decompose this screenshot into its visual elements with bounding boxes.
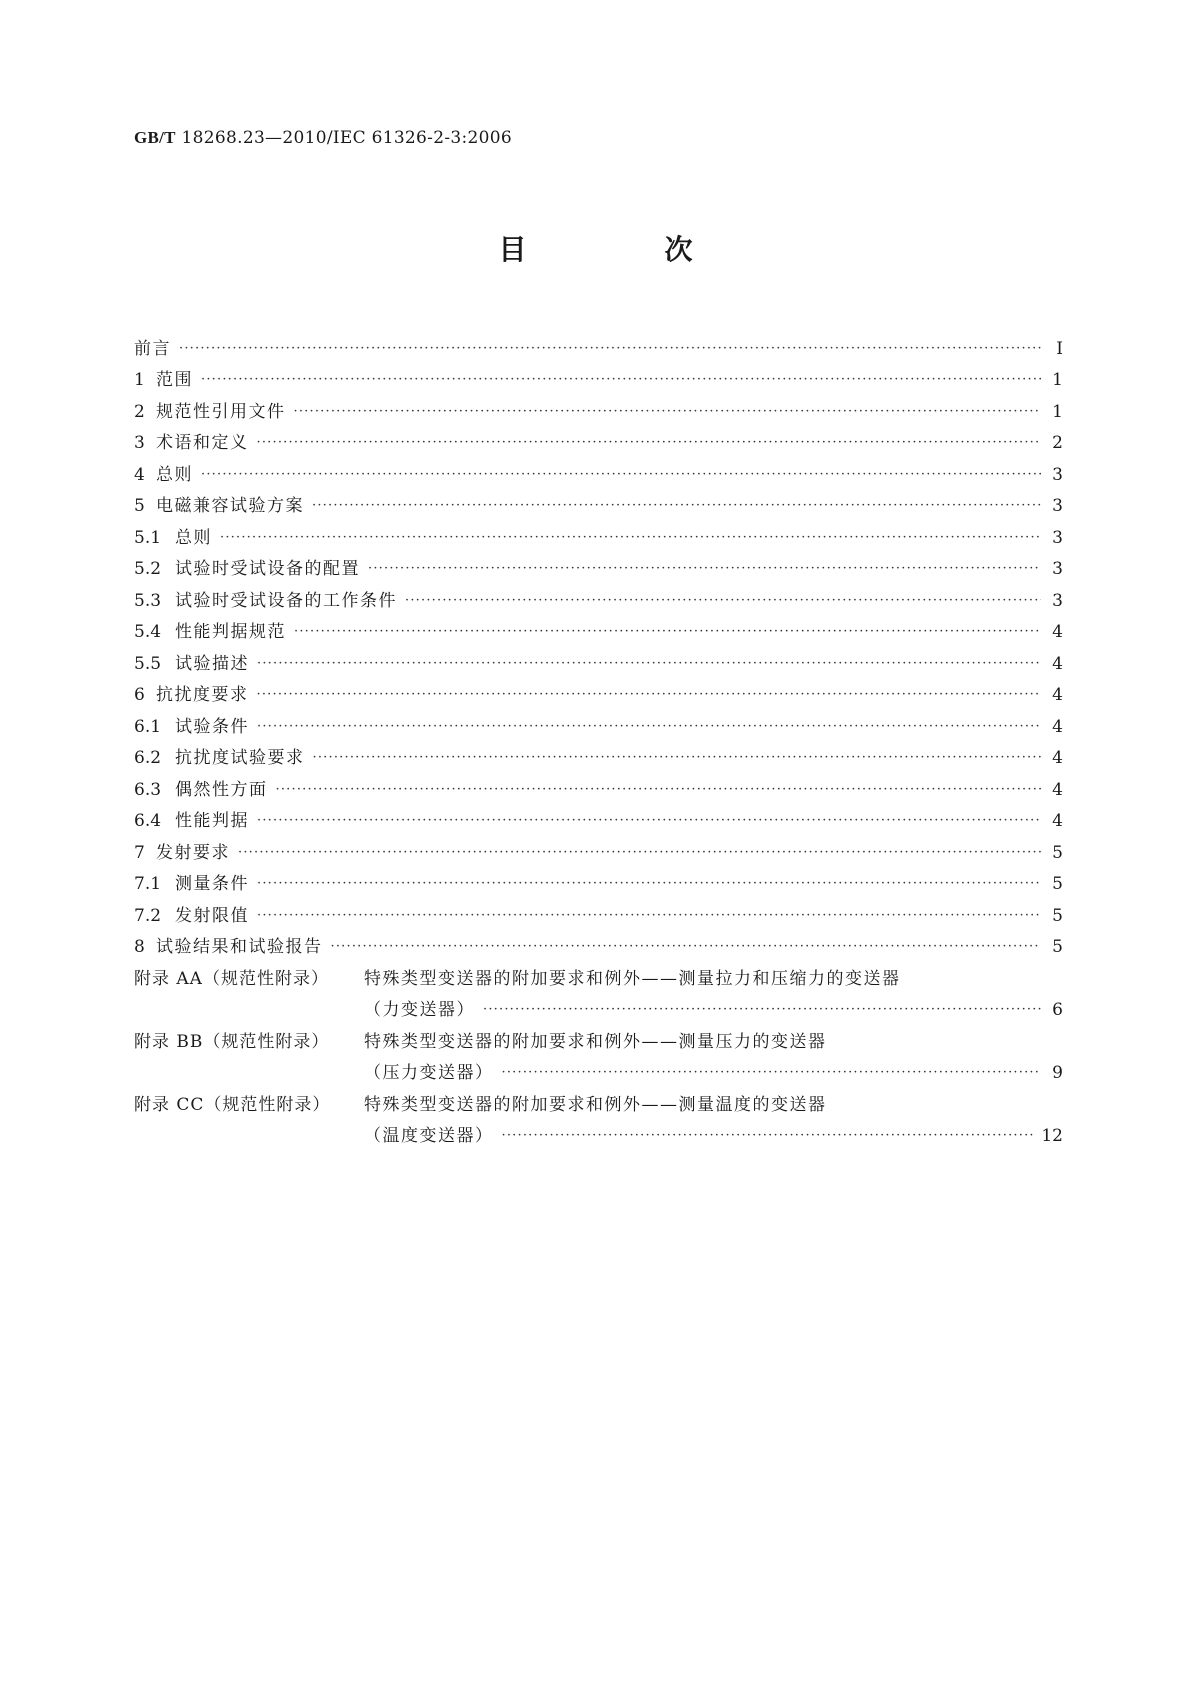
toc-entry[interactable] (134, 360, 1063, 392)
annex-entry[interactable] (134, 958, 1063, 990)
toc-entry-page: 3 (1052, 559, 1063, 579)
toc-entry[interactable] (134, 675, 1063, 707)
toc-entry-page: 5 (1052, 842, 1063, 863)
toc-entry-number: 5.4 (134, 622, 162, 642)
toc-entry-number: 6.3 (134, 779, 162, 800)
annex-subtitle-row[interactable] (134, 1116, 1063, 1148)
toc-entry[interactable] (134, 328, 1063, 360)
dot-leader (331, 936, 1042, 958)
standard-code: GB/T (134, 128, 176, 147)
toc-entry-label: 试验描述 (175, 653, 249, 674)
dot-leader (201, 369, 1041, 391)
dot-leader (257, 810, 1041, 832)
toc-entry-number: 3 (134, 433, 145, 453)
toc-entry[interactable] (134, 864, 1063, 896)
toc-entry[interactable] (134, 738, 1063, 770)
toc-entry-page: 5 (1052, 937, 1063, 957)
standard-id: 18268.23—2010/IEC 61326-2-3:2006 (181, 128, 512, 148)
toc-entry-number: 7.2 (134, 905, 162, 926)
toc-entry-page: 1 (1052, 401, 1063, 422)
dot-leader (257, 653, 1041, 675)
toc-entry[interactable] (134, 895, 1063, 927)
toc-entry-label: 前言 (134, 338, 171, 359)
annex-label: 附录 BB（规范性附录） (134, 1031, 330, 1052)
dot-leader (220, 527, 1041, 549)
annex-subtitle: （力变送器） (364, 1000, 475, 1020)
dot-leader (257, 905, 1041, 927)
toc-entry-page: 3 (1052, 527, 1063, 548)
annex-page: 6 (1052, 1000, 1063, 1020)
toc-entry-label: 测量条件 (175, 874, 249, 894)
toc-entry-number: 6.1 (134, 716, 162, 737)
toc-entry-number: 5 (134, 496, 145, 516)
annex-subtitle: （温度变送器） (364, 1126, 494, 1146)
annex-subtitle-row[interactable] (134, 1053, 1063, 1085)
toc-entry-page: 4 (1052, 622, 1063, 642)
toc-entry-number: 5.5 (134, 653, 162, 674)
annex-label: 附录 CC（规范性附录） (134, 1094, 331, 1115)
dot-leader (257, 873, 1041, 895)
dot-leader (294, 401, 1042, 423)
toc-entry[interactable] (134, 454, 1063, 486)
toc-entry[interactable] (134, 927, 1063, 959)
toc-entry-page: 3 (1052, 464, 1063, 485)
toc-entry-page: 3 (1052, 590, 1063, 611)
toc-entry[interactable] (134, 423, 1063, 455)
annex-title: 特殊类型变送器的附加要求和例外——测量拉力和压缩力的变送器 (364, 968, 901, 989)
dot-leader (201, 464, 1041, 486)
toc-entry[interactable] (134, 706, 1063, 738)
annex-entry[interactable] (134, 1021, 1063, 1053)
toc-entry-page: 4 (1052, 779, 1063, 800)
toc-entry-label: 抗扰度试验要求 (175, 748, 305, 768)
toc-entry-page: 2 (1052, 433, 1063, 453)
toc-entry-label: 试验时受试设备的配置 (175, 559, 360, 579)
dot-leader (257, 684, 1042, 706)
dot-leader (313, 747, 1042, 769)
toc-entry-page: 4 (1052, 653, 1063, 674)
dot-leader (502, 1062, 1042, 1084)
toc-entry-number: 7 (134, 842, 145, 863)
toc-entry[interactable] (134, 549, 1063, 581)
toc-entry-label: 电磁兼容试验方案 (156, 496, 304, 516)
document-header (134, 128, 512, 148)
toc-entry[interactable] (134, 580, 1063, 612)
table-of-contents (134, 328, 1063, 1147)
toc-entry-label: 规范性引用文件 (156, 401, 286, 422)
toc-entry[interactable] (134, 769, 1063, 801)
annex-page: 12 (1041, 1126, 1063, 1146)
dot-leader (502, 1125, 1034, 1147)
toc-entry-number: 8 (134, 937, 145, 957)
toc-entry-number: 1 (134, 370, 145, 390)
toc-entry[interactable] (134, 801, 1063, 833)
annex-subtitle: （压力变送器） (364, 1063, 494, 1083)
toc-entry-number: 6 (134, 685, 145, 705)
dot-leader (312, 495, 1041, 517)
toc-entry-number: 4 (134, 464, 145, 485)
toc-entry[interactable] (134, 832, 1063, 864)
toc-entry-page: 4 (1052, 685, 1063, 705)
toc-entry-page: Ⅰ (1056, 338, 1063, 359)
dot-leader (368, 558, 1041, 580)
toc-entry[interactable] (134, 643, 1063, 675)
toc-entry-label: 抗扰度要求 (156, 685, 249, 705)
toc-entry-label: 偶然性方面 (175, 779, 268, 800)
dot-leader (257, 432, 1042, 454)
annex-title: 特殊类型变送器的附加要求和例外——测量压力的变送器 (364, 1031, 827, 1052)
toc-entry-label: 范围 (156, 370, 193, 390)
annex-subtitle-row[interactable] (134, 990, 1063, 1022)
toc-entry-number: 7.1 (134, 874, 162, 894)
toc-entry-number: 5.1 (134, 527, 162, 548)
toc-entry-label: 发射要求 (156, 842, 230, 863)
toc-entry-label: 发射限值 (175, 905, 249, 926)
toc-entry-page: 4 (1052, 811, 1063, 831)
toc-entry-label: 试验条件 (175, 716, 249, 737)
page-title: 目 次 (498, 233, 748, 266)
toc-entry[interactable] (134, 391, 1063, 423)
toc-entry-number: 6.4 (134, 811, 162, 831)
toc-entry-number: 6.2 (134, 748, 162, 768)
toc-entry-number: 5.3 (134, 590, 162, 611)
toc-entry-page: 3 (1052, 496, 1063, 516)
toc-entry[interactable] (134, 486, 1063, 518)
annex-entry[interactable] (134, 1084, 1063, 1116)
toc-entry[interactable] (134, 517, 1063, 549)
dot-leader (179, 338, 1041, 360)
dot-leader (405, 590, 1041, 612)
dot-leader (483, 999, 1041, 1021)
dot-leader (257, 716, 1041, 738)
toc-entry-number: 5.2 (134, 559, 162, 579)
toc-entry-label: 试验结果和试验报告 (156, 937, 323, 957)
annex-label: 附录 AA（规范性附录） (134, 968, 329, 989)
toc-entry[interactable] (134, 612, 1063, 644)
dot-leader (276, 779, 1042, 801)
toc-entry-label: 术语和定义 (156, 433, 249, 453)
toc-entry-page: 5 (1052, 905, 1063, 926)
toc-entry-page: 4 (1052, 748, 1063, 768)
annex-page: 9 (1052, 1063, 1063, 1083)
annex-title: 特殊类型变送器的附加要求和例外——测量温度的变送器 (364, 1094, 827, 1115)
toc-entry-page: 1 (1052, 370, 1063, 390)
dot-leader (238, 842, 1041, 864)
toc-entry-label: 性能判据 (175, 811, 249, 831)
toc-entry-number: 2 (134, 401, 145, 422)
toc-entry-label: 性能判据规范 (175, 622, 286, 642)
dot-leader (294, 621, 1041, 643)
toc-entry-page: 5 (1052, 874, 1063, 894)
toc-entry-label: 总则 (156, 464, 193, 485)
toc-entry-label: 试验时受试设备的工作条件 (175, 590, 397, 611)
toc-entry-page: 4 (1052, 716, 1063, 737)
toc-entry-label: 总则 (175, 527, 212, 548)
